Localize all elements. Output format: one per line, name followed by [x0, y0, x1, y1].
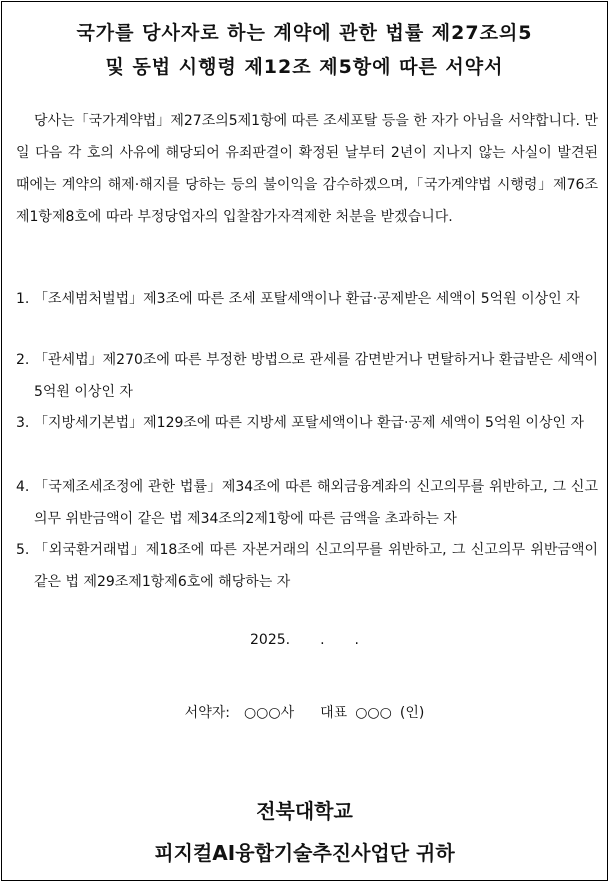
title-line-1: 국가를 당사자로 하는 계약에 관한 법률 제27조의5 [76, 22, 533, 44]
intro-paragraph: 당사는「국가계약법」제27조의5제1항에 따른 조세포탈 등을 한 자가 아님을 서약합니다. 만일 다음 각 호의 사유에 해당되어 유죄판결이 확정된 날부터 2년이 지나지 않는 사실이 발견된 때에는 계약의 해제·해지를 당하는 등의 불이익을 감수하겠으며,「국가계약법 시행령」제76조제1항제8호에 따라 부정당업자의 입찰참가자격제한 처분을 받겠습니다. [16, 113, 598, 225]
item-text: 「지방세기본법」제129조에 따른 지방세 포탈세액이나 환급·공제 세액이 5억원 이상인 자 [34, 415, 584, 431]
item-number: 3. [16, 415, 30, 431]
item-text: 「국제조세조정에 관한 법률」제34조에 따른 해외금융계좌의 신고의무를 위반하고, 그 신고의무 위반금액이 같은 법 제34조의2제1항에 따른 금액을 초과하는 자 [34, 479, 598, 527]
date-day-dot: . [354, 632, 359, 648]
list-item [16, 534, 598, 598]
representative-name: ○○○ [355, 705, 392, 721]
item-text: 「조세범처벌법」제3조에 따른 조세 포탈세액이나 환급·공제받은 세액이 5억원 이상인 자 [34, 291, 580, 307]
list-item [16, 471, 598, 535]
item-number: 5. [16, 542, 30, 558]
item-number: 1. [16, 291, 30, 307]
signature-line [2, 702, 607, 722]
date-month-dot: . [320, 632, 325, 648]
representative-label: 대표 [320, 705, 348, 721]
item-text: 「관세법」제270조에 따른 부정한 방법으로 관세를 감면받거나 면탈하거나 환급받은 세액이 5억원 이상인 자 [34, 352, 598, 400]
signer-company: ○○○사 [243, 705, 295, 721]
recipient-department: 피지컬AI융합기술추진사업단 귀하 [154, 841, 455, 865]
pledge-document [1, 1, 608, 881]
list-item [16, 407, 598, 439]
date-year: 2025. [250, 632, 291, 648]
recipient-university: 전북대학교 [256, 799, 353, 823]
item-text: 「외국환거래법」제18조에 따른 자본거래의 신고의무를 위반하고, 그 신고의무 위반금액이 같은 법 제29조제1항제6호에 해당하는 자 [34, 542, 598, 590]
signer-label: 서약자: [184, 705, 230, 721]
list-item [16, 344, 598, 408]
item-number: 2. [16, 352, 30, 368]
title-line-2: 및 동법 시행령 제12조 제5항에 따른 서약서 [105, 56, 504, 78]
list-item [16, 283, 598, 315]
item-number: 4. [16, 479, 30, 495]
seal-mark: (인) [399, 705, 425, 721]
date-line [2, 632, 607, 648]
